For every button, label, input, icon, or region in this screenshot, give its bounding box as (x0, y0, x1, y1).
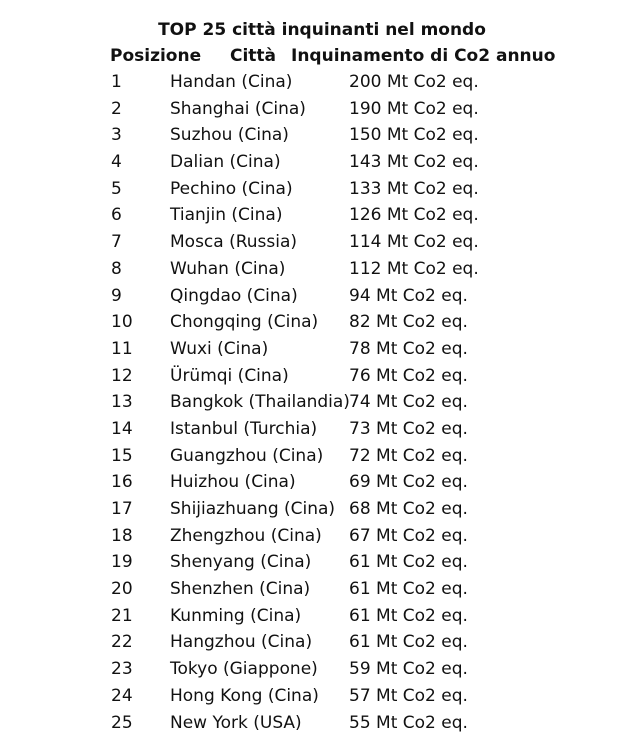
co2-value: 114 Mt Co2 eq. (349, 232, 479, 253)
list-item (0, 257, 644, 284)
city-name: Tokyo (Giappone) (170, 659, 318, 680)
list-item (0, 364, 644, 391)
list-item (0, 444, 644, 471)
header-city: Città (230, 46, 277, 66)
city-name: Shijiazhuang (Cina) (170, 499, 336, 519)
co2-value: 72 Mt Co2 eq. (349, 445, 468, 466)
city-name: Kunming (Cina) (170, 605, 302, 626)
list-item (0, 417, 644, 444)
rank-number: 6 (111, 205, 122, 226)
city-name: Ürümqi (Cina) (170, 365, 289, 386)
co2-value: 94 Mt Co2 eq. (349, 285, 468, 306)
ranking-list (0, 70, 644, 737)
co2-value: 61 Mt Co2 eq. (349, 632, 468, 653)
rank-number: 2 (111, 98, 122, 119)
co2-value: 61 Mt Co2 eq. (349, 552, 468, 573)
city-name: Hangzhou (Cina) (170, 632, 313, 653)
rank-number: 9 (111, 285, 122, 306)
list-item (0, 497, 644, 524)
city-name: Pechino (Cina) (170, 178, 293, 199)
city-name: Shanghai (Cina) (170, 98, 306, 119)
co2-value: 112 Mt Co2 eq. (349, 258, 479, 279)
co2-value: 73 Mt Co2 eq. (349, 418, 468, 439)
list-item (0, 123, 644, 150)
list-item (0, 470, 644, 497)
city-name: Wuxi (Cina) (170, 338, 269, 359)
rank-number: 20 (111, 579, 133, 600)
co2-value: 82 Mt Co2 eq. (349, 312, 468, 333)
rank-number: 21 (111, 605, 133, 626)
rank-number: 1 (111, 72, 122, 92)
rank-number: 14 (111, 418, 133, 439)
rank-number: 22 (111, 632, 133, 653)
rank-number: 15 (111, 445, 133, 466)
city-name: Chongqing (Cina) (170, 312, 319, 333)
list-item (0, 711, 644, 738)
city-name: Guangzhou (Cina) (170, 445, 324, 466)
city-name: Mosca (Russia) (170, 232, 298, 253)
city-name: Istanbul (Turchia) (170, 418, 318, 439)
rank-number: 7 (111, 232, 122, 253)
co2-value: 55 Mt Co2 eq. (349, 712, 468, 733)
list-item (0, 684, 644, 711)
rank-number: 8 (111, 258, 122, 279)
list-item (0, 284, 644, 311)
co2-value: 68 Mt Co2 eq. (349, 499, 468, 519)
list-item (0, 177, 644, 204)
co2-value: 69 Mt Co2 eq. (349, 472, 468, 493)
rank-number: 24 (111, 685, 133, 706)
co2-value: 76 Mt Co2 eq. (349, 365, 468, 386)
co2-value: 74 Mt Co2 eq. (349, 392, 468, 413)
city-name: Shenyang (Cina) (170, 552, 312, 573)
list-item (0, 97, 644, 124)
page-title: TOP 25 città inquinanti nel mondo (158, 20, 486, 40)
rank-number: 12 (111, 365, 133, 386)
co2-value: 200 Mt Co2 eq. (349, 72, 479, 92)
list-item (0, 657, 644, 684)
city-name: New York (USA) (170, 712, 302, 733)
header-pollution: Inquinamento di Co2 annuo (291, 46, 556, 66)
city-name: Suzhou (Cina) (170, 125, 289, 146)
rank-number: 3 (111, 125, 122, 146)
list-item (0, 203, 644, 230)
rank-number: 19 (111, 552, 133, 573)
rank-number: 4 (111, 152, 122, 173)
rank-number: 18 (111, 525, 133, 546)
co2-value: 59 Mt Co2 eq. (349, 659, 468, 680)
rank-number: 13 (111, 392, 133, 413)
header-position: Posizione (110, 46, 202, 66)
rank-number: 11 (111, 338, 133, 359)
list-item (0, 577, 644, 604)
rank-number: 17 (111, 499, 133, 519)
co2-value: 61 Mt Co2 eq. (349, 605, 468, 626)
city-name: Hong Kong (Cina) (170, 685, 319, 706)
co2-value: 133 Mt Co2 eq. (349, 178, 479, 199)
co2-value: 190 Mt Co2 eq. (349, 98, 479, 119)
city-name: Handan (Cina) (170, 72, 293, 92)
city-name: Bangkok (Thailandia) (170, 392, 350, 413)
rank-number: 25 (111, 712, 133, 733)
rank-number: 23 (111, 659, 133, 680)
co2-value: 150 Mt Co2 eq. (349, 125, 479, 146)
city-name: Qingdao (Cina) (170, 285, 298, 306)
city-name: Wuhan (Cina) (170, 258, 286, 279)
list-item (0, 150, 644, 177)
co2-value: 61 Mt Co2 eq. (349, 579, 468, 600)
city-name: Tianjin (Cina) (170, 205, 283, 226)
list-item (0, 310, 644, 337)
rank-number: 16 (111, 472, 133, 493)
co2-value: 67 Mt Co2 eq. (349, 525, 468, 546)
co2-value: 143 Mt Co2 eq. (349, 152, 479, 173)
list-item (0, 550, 644, 577)
rank-number: 5 (111, 178, 122, 199)
list-item (0, 337, 644, 364)
co2-value: 78 Mt Co2 eq. (349, 338, 468, 359)
list-item (0, 604, 644, 631)
co2-value: 126 Mt Co2 eq. (349, 205, 479, 226)
list-item (0, 70, 644, 97)
city-name: Shenzhen (Cina) (170, 579, 311, 600)
city-name: Zhengzhou (Cina) (170, 525, 322, 546)
list-item (0, 390, 644, 417)
co2-value: 57 Mt Co2 eq. (349, 685, 468, 706)
list-item (0, 524, 644, 551)
list-item (0, 630, 644, 657)
rank-number: 10 (111, 312, 133, 333)
list-item (0, 230, 644, 257)
city-name: Dalian (Cina) (170, 152, 281, 173)
city-name: Huizhou (Cina) (170, 472, 296, 493)
